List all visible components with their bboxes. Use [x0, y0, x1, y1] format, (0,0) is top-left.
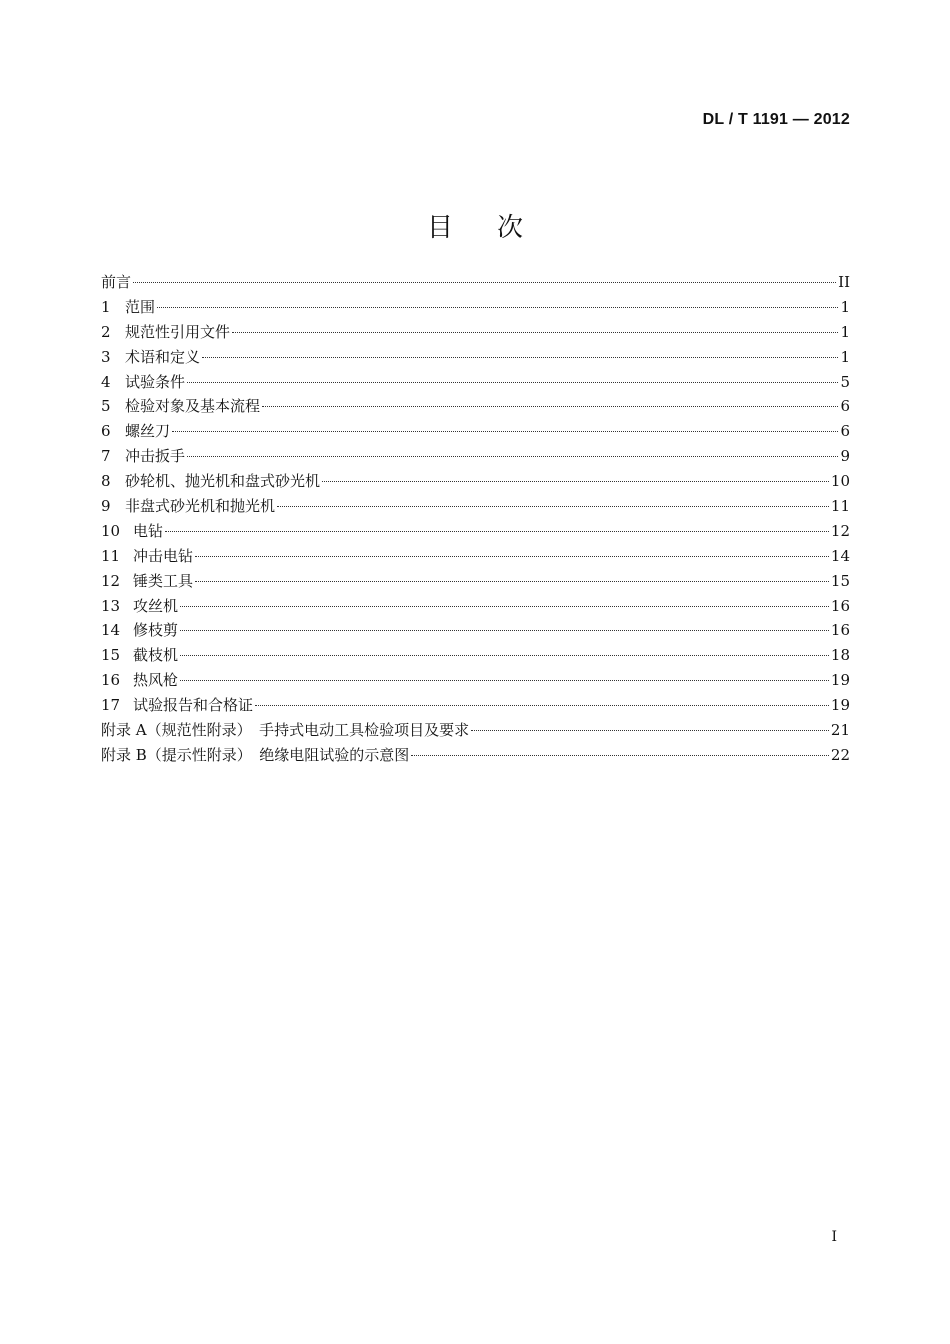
toc-dot-leader [180, 655, 829, 656]
toc-entry-label: 热风枪 [133, 671, 179, 690]
toc-entry-13[interactable] [101, 594, 850, 619]
toc-entry-label: 术语和定义 [125, 347, 201, 366]
toc-entry-3[interactable] [101, 345, 850, 370]
toc-entry-6[interactable] [101, 419, 850, 444]
toc-dot-leader [157, 307, 838, 308]
toc-entry-label: 试验条件 [125, 372, 186, 391]
toc-entry-label: 攻丝机 [133, 596, 179, 615]
toc-entry-label: 砂轮机、抛光机和盘式砂光机 [125, 472, 321, 491]
toc-dot-leader [411, 755, 829, 756]
toc-dot-leader [262, 406, 838, 407]
toc-dot-leader [187, 456, 838, 457]
toc-entry-page: 6 [840, 397, 850, 416]
toc-entry-label: 前言 [101, 273, 132, 291]
page-title [0, 207, 950, 244]
toc-entry-number: 17 [101, 696, 121, 715]
toc-dot-leader [232, 332, 838, 333]
toc-entry-label: 检验对象及基本流程 [125, 397, 261, 416]
toc-entry-label: 规范性引用文件 [125, 322, 231, 341]
toc-entry-number: 4 [101, 372, 111, 391]
toc-entry-2[interactable] [101, 320, 850, 345]
toc-entry-page: 6 [840, 422, 850, 441]
toc-entry-14[interactable] [101, 618, 850, 643]
toc-entry-1[interactable] [101, 295, 850, 320]
toc-entry-number: 15 [101, 646, 121, 665]
toc-entry-9[interactable] [101, 494, 850, 519]
toc-entry-number: 7 [101, 447, 111, 466]
toc-entry-number: 11 [101, 546, 121, 565]
toc-entry-page: 1 [840, 322, 850, 341]
toc-entry-page: 10 [830, 472, 850, 491]
toc-dot-leader [180, 630, 829, 631]
toc-dot-leader [195, 556, 829, 557]
toc-entry-number: 14 [101, 621, 121, 640]
toc-entry-page: 16 [830, 596, 850, 615]
toc-entry-appendix-b[interactable] [101, 743, 850, 768]
toc-entry-label: 附录 B（提示性附录） 绝缘电阻试验的示意图 [101, 745, 410, 764]
toc-entry-page: 1 [840, 297, 850, 316]
toc-entry-page: 19 [830, 696, 850, 715]
toc-entry-17[interactable] [101, 693, 850, 718]
toc-entry-15[interactable] [101, 643, 850, 668]
toc-dot-leader [277, 506, 829, 507]
toc-entry-page: 1 [840, 347, 850, 366]
toc-entry-label: 冲击电钻 [133, 546, 194, 565]
toc-entry-page: 9 [840, 447, 850, 466]
toc-entry-label: 螺丝刀 [125, 422, 171, 441]
toc-entry-label: 冲击扳手 [125, 447, 186, 466]
toc-entry-page: 21 [830, 721, 850, 740]
toc-entry-number: 1 [101, 297, 111, 316]
toc-entry-number: 3 [101, 347, 111, 366]
toc-entry-page: 19 [830, 671, 850, 690]
toc-entry-16[interactable] [101, 668, 850, 693]
toc-entry-10[interactable] [101, 519, 850, 544]
toc-entry-page: 11 [830, 497, 850, 516]
toc-dot-leader [195, 581, 829, 582]
toc-entry-page: 22 [830, 745, 850, 764]
toc-entry-number: 9 [101, 497, 111, 516]
toc-entry-number: 10 [101, 521, 121, 540]
toc-entry-appendix-a[interactable] [101, 718, 850, 743]
toc-dot-leader [165, 531, 829, 532]
toc-dot-leader [471, 730, 829, 731]
toc-entry-number: 16 [101, 671, 121, 690]
toc-entry-number: 2 [101, 322, 111, 341]
page-number: I [831, 1229, 837, 1245]
toc-dot-leader [322, 481, 829, 482]
toc-entry-page: 14 [830, 546, 850, 565]
toc-entry-number: 6 [101, 422, 111, 441]
toc-dot-leader [187, 382, 838, 383]
toc-entry-page: 15 [830, 571, 850, 590]
toc-dot-leader [202, 357, 838, 358]
toc-entry-7[interactable] [101, 444, 850, 469]
toc-dot-leader [180, 680, 829, 681]
toc-entry-page: 5 [840, 372, 850, 391]
toc-dot-leader [172, 431, 838, 432]
toc-entry-page: 18 [830, 646, 850, 665]
toc-dot-leader [255, 705, 829, 706]
toc-entry-label: 范围 [125, 297, 156, 316]
toc-dot-leader [180, 606, 829, 607]
toc-entry-number: 8 [101, 472, 111, 491]
toc-entry-foreword[interactable] [101, 270, 850, 295]
toc-entry-label: 附录 A（规范性附录） 手持式电动工具检验项目及要求 [101, 721, 470, 740]
toc-entry-number: 13 [101, 596, 121, 615]
page-title-char-2: 次 [497, 213, 524, 244]
toc-entry-page: 16 [830, 621, 850, 640]
toc-entry-label: 修枝剪 [133, 621, 179, 640]
toc-entry-4[interactable] [101, 370, 850, 395]
toc-entry-number: 12 [101, 571, 121, 590]
toc-entry-number: 5 [101, 397, 111, 416]
toc-entry-12[interactable] [101, 569, 850, 594]
toc-entry-8[interactable] [101, 469, 850, 494]
toc-entry-label: 锤类工具 [133, 571, 194, 590]
toc-entry-11[interactable] [101, 544, 850, 569]
page-title-char-1: 目 [426, 213, 453, 244]
toc-entry-5[interactable] [101, 394, 850, 419]
table-of-contents [101, 270, 850, 768]
toc-entry-label: 截枝机 [133, 646, 179, 665]
toc-entry-page: II [838, 273, 850, 291]
toc-entry-label: 电钻 [133, 521, 164, 540]
toc-entry-label: 非盘式砂光机和抛光机 [125, 497, 276, 516]
toc-entry-page: 12 [830, 521, 850, 540]
toc-dot-leader [133, 282, 836, 283]
standard-code: DL / T 1191 — 2012 [702, 111, 850, 128]
toc-entry-label: 试验报告和合格证 [133, 696, 254, 715]
